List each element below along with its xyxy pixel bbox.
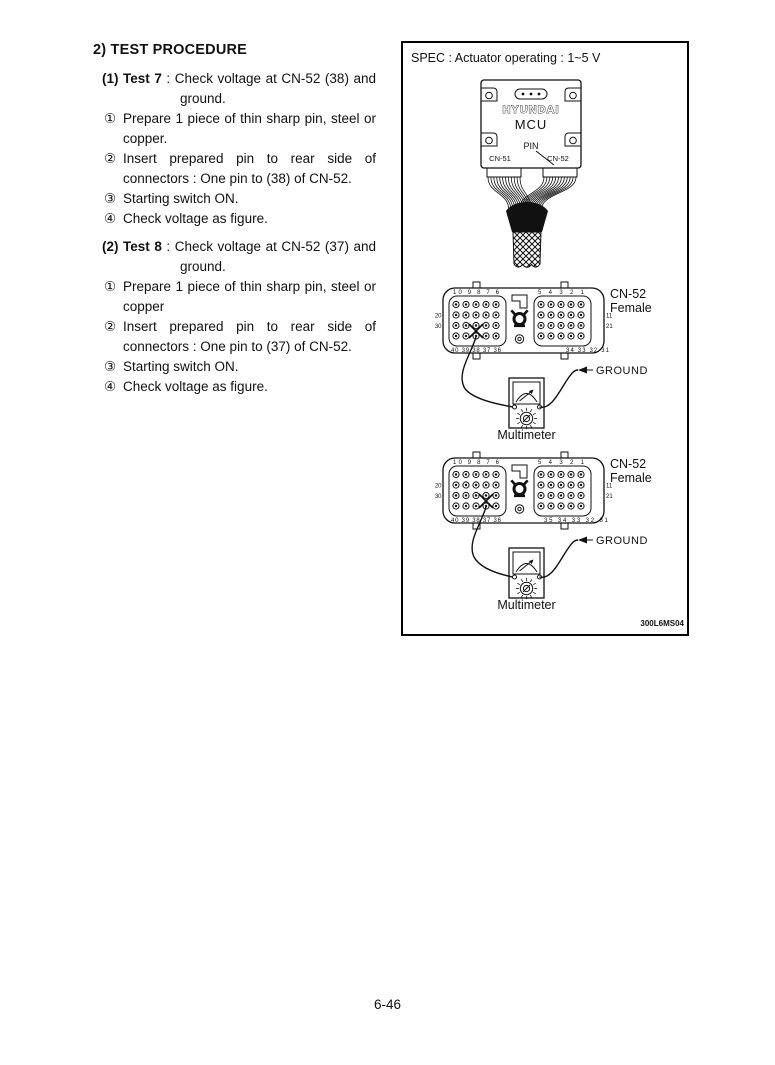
pin-center: [485, 324, 487, 326]
pin-center: [485, 505, 487, 507]
pin-center: [550, 484, 552, 486]
spec-text: SPEC : Actuator operating : 1~5 V: [411, 51, 601, 65]
figure-code: 300L6MS04: [640, 619, 684, 628]
pin-center: [560, 303, 562, 305]
pin-center: [560, 473, 562, 475]
pin-center: [475, 494, 477, 496]
pin-center: [495, 473, 497, 475]
page-number: 6-46: [373, 997, 402, 1012]
pin-center: [560, 505, 562, 507]
pin-center: [455, 335, 457, 337]
pin-center: [550, 303, 552, 305]
connector-name: CN-52: [610, 287, 647, 301]
pin-center: [540, 324, 542, 326]
harness-ferrule: [506, 202, 548, 232]
guide-ring-center: [518, 337, 521, 340]
pin-center: [485, 314, 487, 316]
pin-center: [465, 335, 467, 337]
ground-wire: [540, 370, 579, 407]
ground-arrow: [578, 537, 587, 544]
pin-center: [485, 473, 487, 475]
pin-center: [540, 335, 542, 337]
keyway-tab: [512, 295, 527, 308]
pin-center: [475, 473, 477, 475]
pin-center: [540, 473, 542, 475]
pin-center: [465, 494, 467, 496]
cn51-plug: [487, 168, 521, 177]
mcu-label: MCU: [514, 117, 548, 132]
meter-terminal-left: [513, 405, 517, 409]
multimeter: [509, 548, 544, 599]
pin-center: [495, 324, 497, 326]
mcu-diagram: [481, 80, 581, 177]
step-text: Check voltage as figure.: [123, 211, 268, 226]
pin-center: [465, 473, 467, 475]
test-7-block: [102, 69, 376, 229]
step-number: ②: [104, 319, 117, 335]
pin-center: [475, 484, 477, 486]
pin-center: [580, 314, 582, 316]
test-8-step-3: [102, 357, 376, 377]
test-7-step-4: [102, 209, 376, 229]
meter-body: [509, 548, 544, 598]
pin-number-left-30: 30: [434, 324, 442, 330]
test-8-step-4: [102, 377, 376, 397]
pin-number-left-20: 20: [434, 483, 442, 490]
pin-center: [570, 494, 572, 496]
pin-center: [455, 473, 457, 475]
connector-assembly-pin-38: [435, 282, 652, 442]
mcu-mounting-hole: [486, 92, 493, 99]
mcu-mounting-hole: [486, 137, 493, 144]
pin-center: [455, 303, 457, 305]
ground-label: GROUND: [596, 535, 648, 547]
pin-center: [465, 314, 467, 316]
pin-center: [570, 324, 572, 326]
step-number: ③: [104, 191, 117, 207]
pin-center: [485, 303, 487, 305]
step-text: copper: [123, 299, 165, 314]
procedure-section: [93, 40, 376, 397]
pin-center: [455, 314, 457, 316]
pin-number-left-30: 30: [434, 494, 442, 500]
step-text: connectors : One pin to (37) of CN-52.: [123, 339, 352, 354]
pin-center: [540, 505, 542, 507]
housing-tab: [473, 452, 480, 458]
pin-center: [540, 494, 542, 496]
pin-numbers-top-right: 5 4 3 2 1: [538, 290, 584, 296]
test-8-block: [102, 237, 376, 397]
step-text: Check voltage as figure.: [123, 379, 268, 394]
step-text: Insert prepared pin to rear side of: [123, 319, 376, 334]
test-figure-frame: [401, 41, 689, 636]
test-7-desc: : Check voltage at CN-52 (38) and: [161, 71, 377, 86]
cn52-label: CN-52: [547, 154, 569, 163]
guide-ring: [515, 335, 523, 343]
pin-numbers-bottom-left: 40 39 38 37 36: [451, 518, 501, 524]
pin-center: [495, 505, 497, 507]
ground-label: GROUND: [596, 365, 648, 377]
meter-body: [509, 378, 544, 428]
pin-center: [485, 335, 487, 337]
step-number: ①: [104, 111, 117, 127]
pin-center: [560, 335, 562, 337]
pin-center: [495, 494, 497, 496]
test-8-label: (2) Test 8: [102, 239, 162, 254]
test-8-step-1: [102, 277, 376, 317]
step-number: ①: [104, 279, 117, 295]
multimeter-label: Multimeter: [497, 598, 556, 612]
multimeter-label: Multimeter: [497, 428, 556, 442]
mcu-mounting-hole: [570, 92, 577, 99]
test-8-desc-cont: ground.: [180, 259, 226, 274]
pin-label: PIN: [523, 141, 539, 151]
lock-nut: [511, 310, 527, 326]
pin-numbers-bottom-left: 40 39 38 37 36: [451, 348, 501, 354]
pin-numbers-top-left: 10 9 8 7 6: [453, 460, 499, 466]
step-text: Starting switch ON.: [123, 359, 239, 374]
pin-center: [550, 494, 552, 496]
test-7-label: (1) Test 7: [102, 71, 162, 86]
housing-tab: [561, 452, 568, 458]
pin-center: [495, 484, 497, 486]
connector-gender: Female: [610, 471, 652, 485]
test-8-title: [102, 237, 376, 257]
lock-nut: [511, 480, 527, 496]
port-dot: [538, 93, 541, 96]
pin-number-right-11: 11: [606, 483, 613, 490]
wire-harness: [488, 177, 576, 267]
pin-center: [560, 494, 562, 496]
keyway-tab: [512, 465, 527, 478]
cn51-label: CN-51: [489, 154, 511, 163]
pin-numbers-bottom-right: 34 33 32 31: [566, 348, 609, 354]
pin-numbers-top-right: 5 4 3 2 1: [538, 460, 584, 466]
step-text: Insert prepared pin to rear side of: [123, 151, 376, 166]
test-7-title: [102, 69, 376, 89]
pin-center: [485, 484, 487, 486]
pin-center: [465, 303, 467, 305]
step-number: ③: [104, 359, 117, 375]
housing-tab: [473, 282, 480, 288]
step-text: connectors : One pin to (38) of CN-52.: [123, 171, 352, 186]
pin-center: [570, 484, 572, 486]
test-8-desc: : Check voltage at CN-52 (37) and: [161, 239, 377, 254]
pin-center: [570, 314, 572, 316]
pin-center: [580, 505, 582, 507]
pin-center: [465, 324, 467, 326]
step-text: Prepare 1 piece of thin sharp pin, steel or: [123, 111, 376, 126]
pin-center: [455, 494, 457, 496]
pin-number-right-11: 11: [606, 313, 613, 320]
harness-braid: [513, 232, 541, 267]
pin-center: [540, 303, 542, 305]
pin-center: [550, 314, 552, 316]
pin-center: [570, 335, 572, 337]
pin-center: [495, 335, 497, 337]
ground-wire: [540, 540, 579, 577]
pin-numbers-bottom-right: 35 34 33 32 31: [544, 518, 608, 524]
pin-center: [580, 494, 582, 496]
step-number: ④: [104, 211, 117, 227]
multimeter: [509, 378, 544, 429]
pin-center: [570, 473, 572, 475]
pin-center: [570, 303, 572, 305]
pin-center: [475, 335, 477, 337]
test-7-step-3: [102, 189, 376, 209]
connector-gender: Female: [610, 301, 652, 315]
pin-center: [550, 505, 552, 507]
pin-center: [550, 473, 552, 475]
pin-center: [540, 314, 542, 316]
pin-center: [475, 303, 477, 305]
section-heading: 2) TEST PROCEDURE: [93, 42, 248, 58]
pin-numbers-top-left: 10 9 8 7 6: [453, 290, 499, 296]
housing-tab: [561, 282, 568, 288]
pin-center: [455, 484, 457, 486]
mcu-mounting-hole: [570, 137, 577, 144]
ground-arrow: [578, 367, 587, 374]
pin-center: [560, 314, 562, 316]
pin-center: [485, 494, 487, 496]
test-7-desc-cont: ground.: [180, 91, 226, 106]
pin-center: [475, 324, 477, 326]
pin-center: [560, 324, 562, 326]
step-number: ④: [104, 379, 117, 395]
pin-number-left-20: 20: [434, 313, 442, 320]
pin-center: [465, 484, 467, 486]
pin-center: [570, 505, 572, 507]
hyundai-logo: HYUNDAI: [502, 104, 560, 116]
cn52-plug: [543, 168, 577, 177]
pin-center: [465, 505, 467, 507]
step-text: copper.: [123, 131, 168, 146]
pin-center: [495, 314, 497, 316]
pin-center: [455, 324, 457, 326]
pin-center: [540, 484, 542, 486]
pin-number-right-21: 21: [606, 324, 613, 330]
port-dot: [522, 93, 525, 96]
pin-center: [455, 505, 457, 507]
connector-name: CN-52: [610, 457, 647, 471]
pin-center: [580, 473, 582, 475]
step-number: ②: [104, 151, 117, 167]
pin-center: [475, 505, 477, 507]
pin-center: [580, 324, 582, 326]
test-7-step-2: [102, 149, 376, 189]
port-dot: [530, 93, 533, 96]
pin-center: [580, 303, 582, 305]
pin-center: [560, 484, 562, 486]
pin-number-right-21: 21: [606, 494, 613, 500]
pin-center: [580, 484, 582, 486]
pin-center: [550, 335, 552, 337]
pin-center: [580, 335, 582, 337]
pin-center: [475, 314, 477, 316]
guide-ring-center: [518, 507, 521, 510]
test-7-step-1: [102, 109, 376, 149]
guide-ring: [515, 505, 523, 513]
step-text: Prepare 1 piece of thin sharp pin, steel or: [123, 279, 376, 294]
pin-center: [495, 303, 497, 305]
meter-terminal-left: [513, 575, 517, 579]
test-8-step-2: [102, 317, 376, 357]
step-text: Starting switch ON.: [123, 191, 239, 206]
figure-diagram: [403, 43, 687, 634]
pin-center: [550, 324, 552, 326]
connector-assembly-pin-37: [435, 452, 652, 612]
